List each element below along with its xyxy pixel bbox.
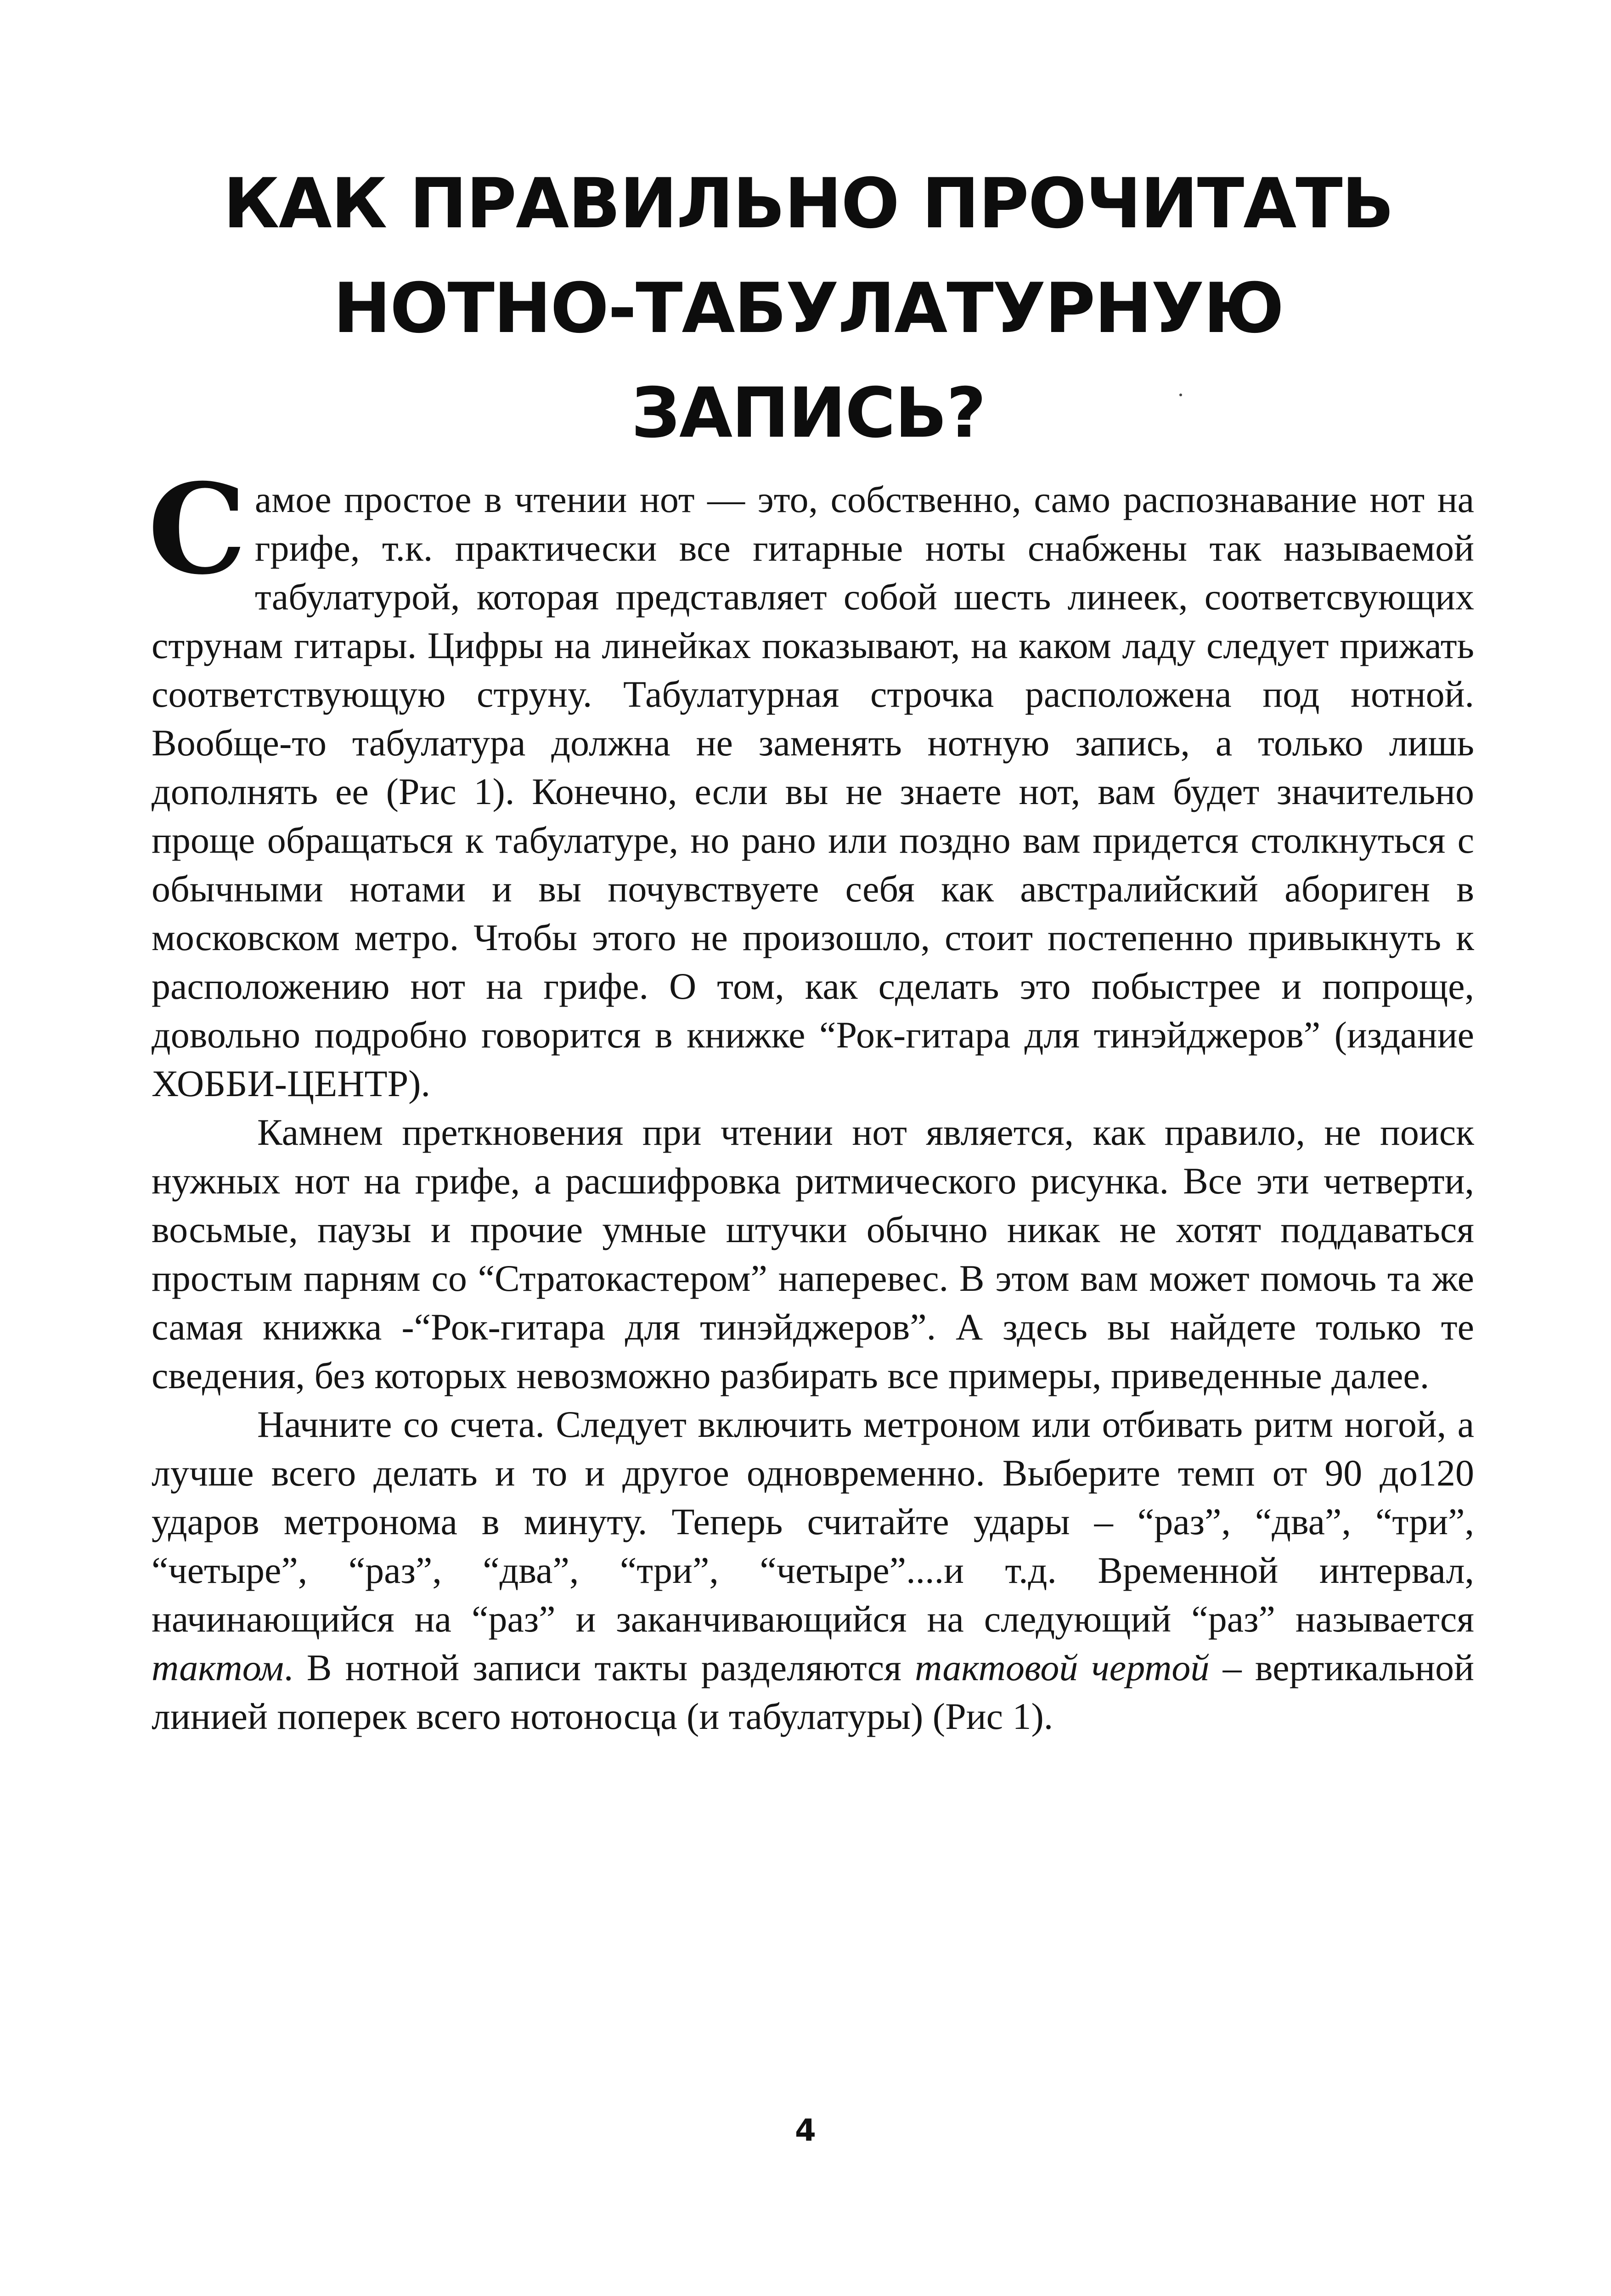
paragraph-3-text-c: – вертикальной линией поперек всего нотоносца (и табулатуры) (Рис 1). (152, 1647, 1474, 1737)
title-line-3: ЗАПИСЬ? (631, 373, 986, 453)
page-number: 4 (795, 2113, 816, 2148)
paragraph-2: Камнем преткновения при чтении нот является, как правило, не поиск нужных нот на грифе, а расшифровка ритмического рисунка. Все эти четверти, восьмые, паузы и прочие умные штучки обычно никак не хотят поддаваться простым парням со “Стратокастером” наперевес. В этом вам может помочь та же самая книжка -“Рок-гитара для тинэйджеров”. А здесь вы найдете только те сведения, без которых невозможно разбирать все примеры, приведенные далее. (152, 1111, 1474, 1396)
article-body (148, 456, 1474, 1741)
paragraph-3-text-b: . В нотной записи такты разделяются (283, 1647, 915, 1688)
paragraph-3-text-a: Начните со счета. Следует включить метроном или отбивать ритм ногой, а лучше всего делать и то и другое одновременно. Выберите темп от 90 до120 ударов метронома в минуту. Теперь считайте удары – “раз”, “два”, “три”, “четыре”, “раз”, “два”, “три”, “четыре”....и т.д. Временной интервал, начинающийся на “раз” и заканчивающийся на следующий “раз” называется (152, 1403, 1474, 1640)
paragraph-1-text: амое простое в чтении нот — это, собственно, само распознавание нот на грифе, т.к. практически все гитарные ноты снабжены так называемой табулатурой, которая представляет собой шесть линеек, соответсвующих струнам гитары. Цифры на линейках показывают, на каком ладу следует прижать соответствующую струну. Табулатурная строчка расположена под нотной. Вообще-то табулатура должна не заменять нотную запись, а только лишь дополнять ее (Рис 1). Конечно, если вы не знаете нот, вам будет значительно проще обращаться к табулатуре, но рано или поздно вам придется столкнуться с обычными нотами и вы почувствуете себя как австралийский абориген в московском метро. Чтобы этого не произошло, стоит постепенно привыкнуть к расположению нот на грифе. О том, как сделать это побыстрее и попроще, довольно подробно говорится в книжке “Рок-гитара для тинэйджеров” (издание ХОББИ-ЦЕНТР). (152, 478, 1474, 1104)
page-title (184, 152, 1433, 466)
title-line-2: НОТНО-ТАБУЛАТУРНУЮ (333, 269, 1284, 349)
paragraph-1 (148, 456, 1474, 1108)
paragraph-3 (152, 1400, 1474, 1741)
term-taktovaya-cherta: тактовой чертой (915, 1647, 1210, 1688)
print-speck (1179, 394, 1182, 396)
title-line-1: КАК ПРАВИЛЬНО ПРОЧИТАТЬ (223, 164, 1393, 244)
drop-cap: С (148, 456, 247, 602)
term-takt: тактом (152, 1647, 284, 1688)
